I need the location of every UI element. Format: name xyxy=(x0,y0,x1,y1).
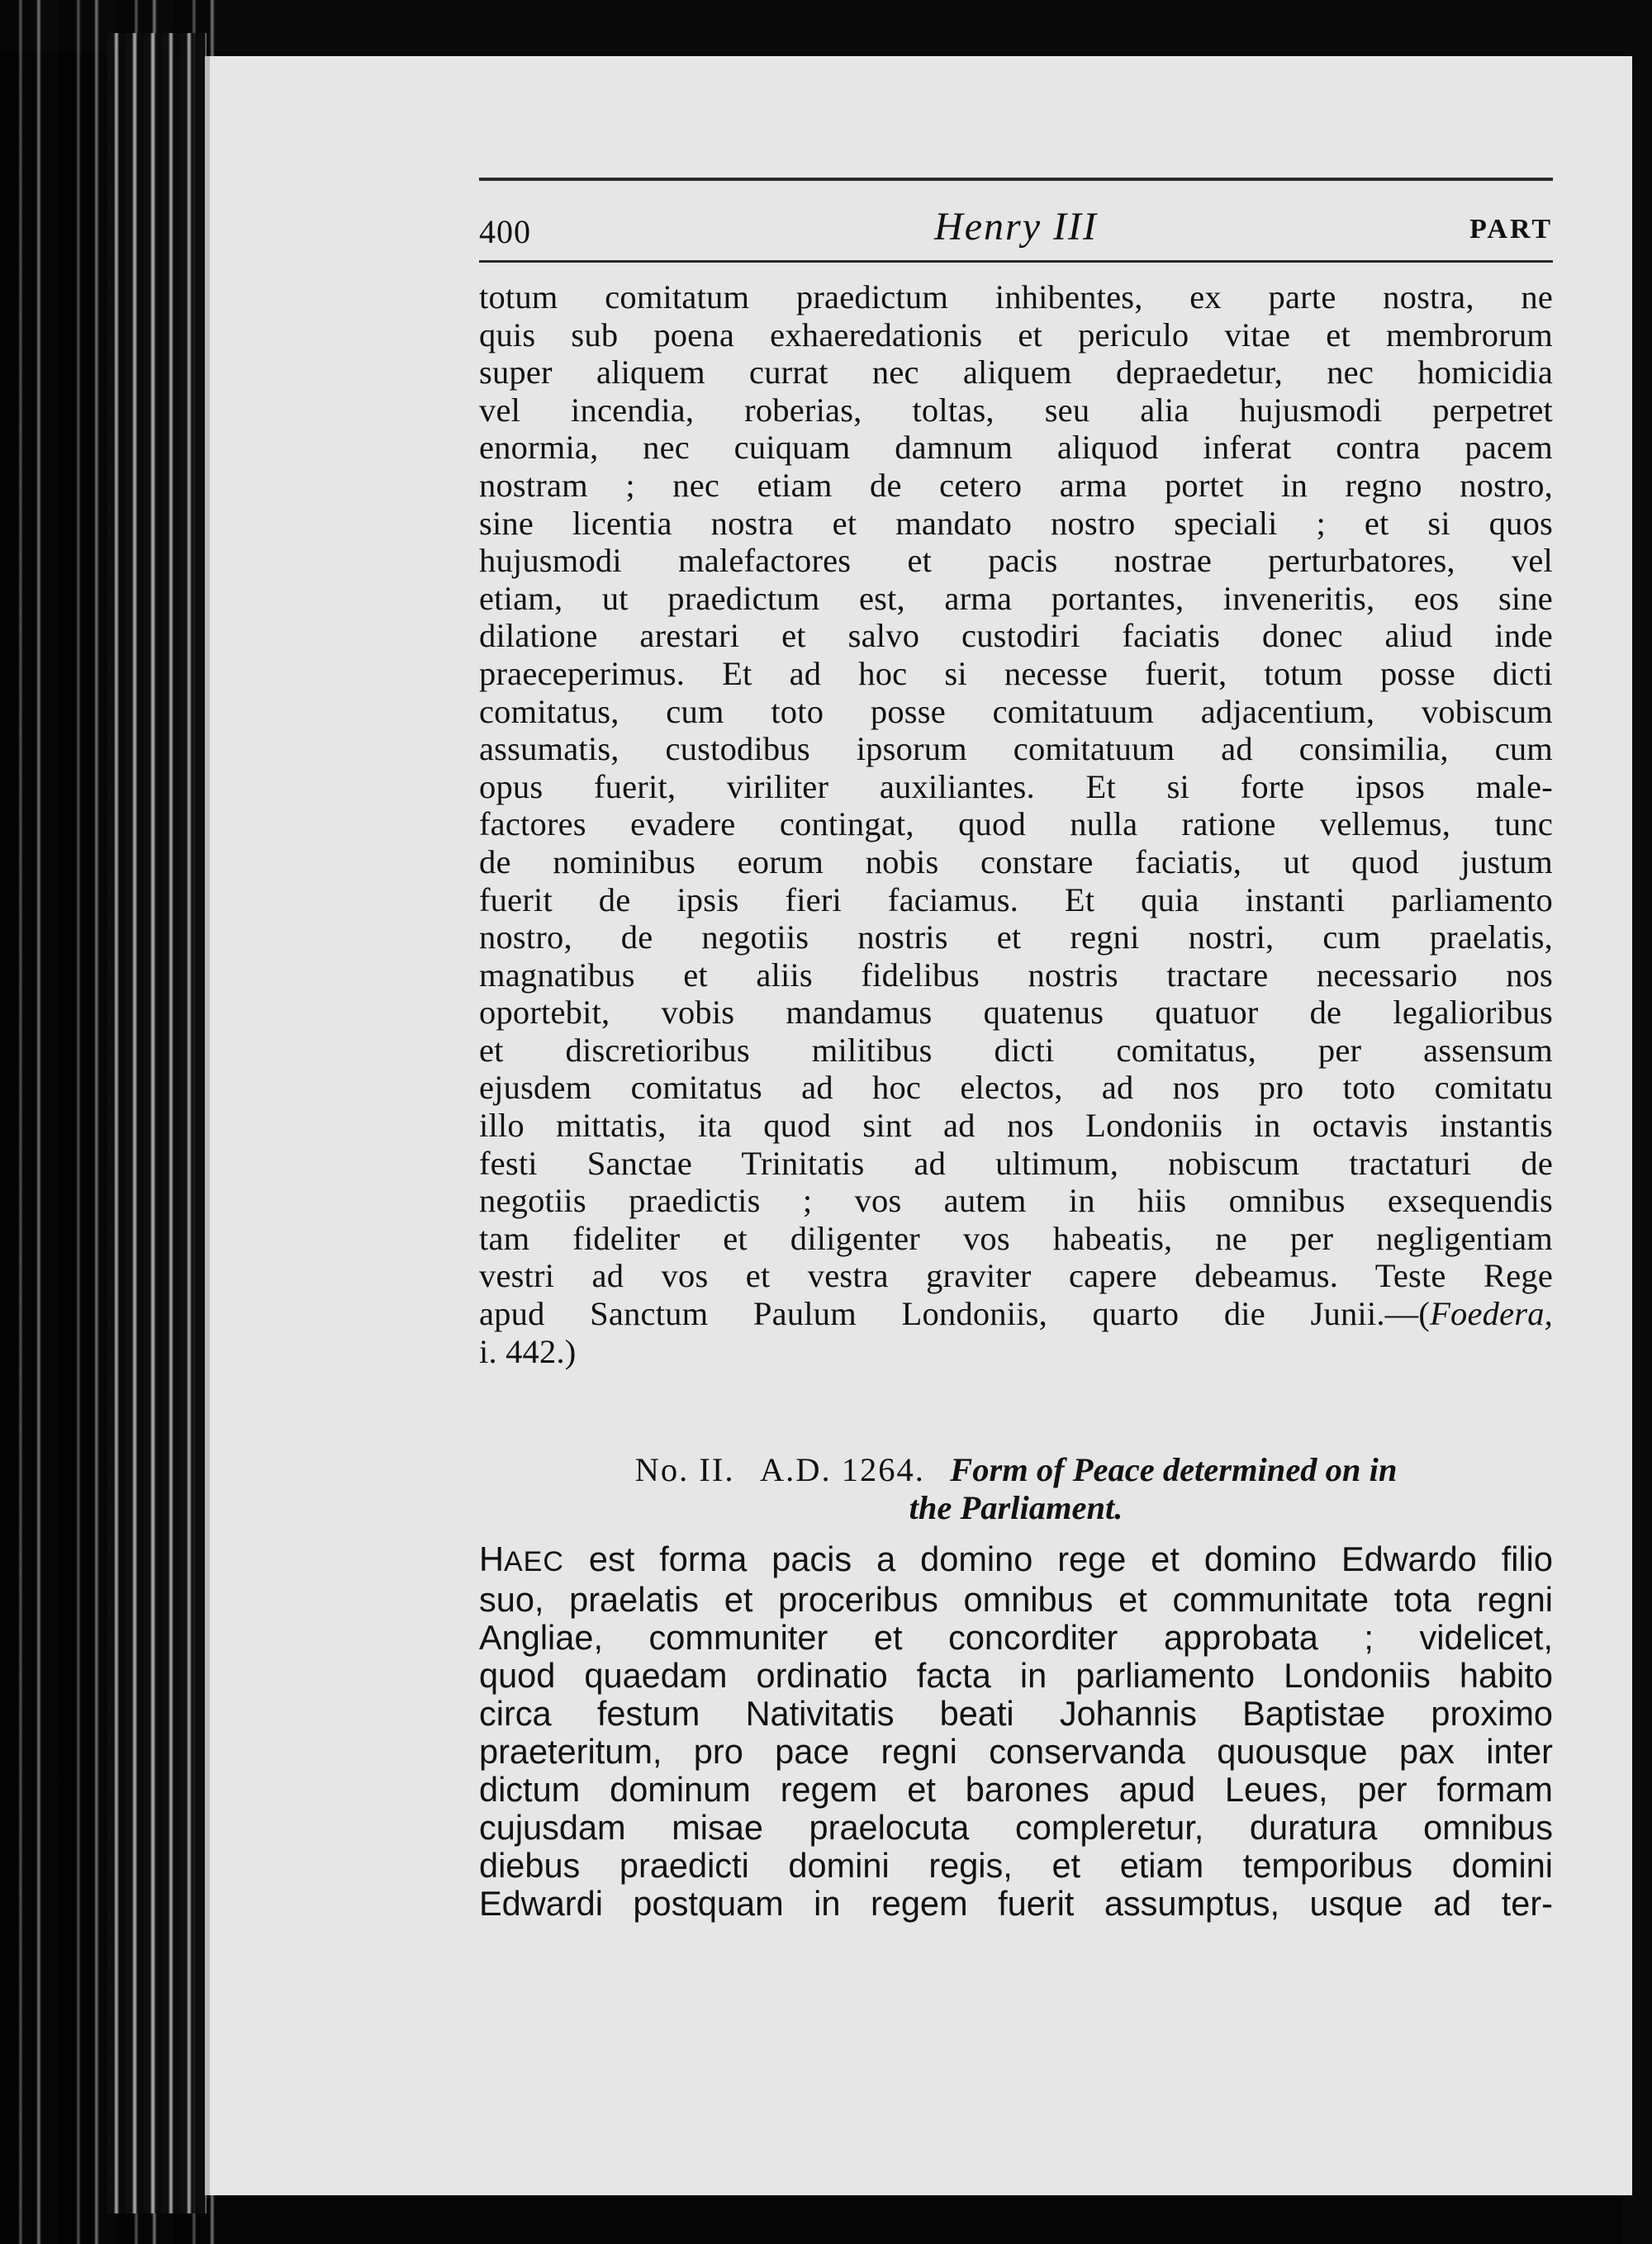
initial-letter: H xyxy=(479,1539,504,1578)
book-edge-pages xyxy=(107,33,206,2213)
text-line: ejusdem comitatus ad hoc electos, ad nos pro toto comitatu xyxy=(479,1069,1553,1107)
text-line xyxy=(479,1540,1553,1581)
citation-continuation: i. 442.) xyxy=(479,1332,577,1370)
text-line: negotiis praedictis ; vos autem in hiis omnibus exsequendis xyxy=(479,1182,1553,1220)
text-line: assumatis, custodibus ipsorum comitatuum ad consimilia, cum xyxy=(479,730,1553,768)
text-line: oportebit, vobis mandamus quatenus quatuor de legalioribus xyxy=(479,994,1553,1032)
text-line: comitatus, cum toto posse comitatuum adjacentium, vobiscum xyxy=(479,692,1553,730)
document-heading xyxy=(479,1451,1553,1527)
document-title-line-1: Form of Peace determined on in xyxy=(950,1451,1398,1488)
paragraph-1 xyxy=(479,278,1553,1370)
text-line: circa festum Nativitatis beati Johannis Baptistae proximo xyxy=(479,1694,1553,1733)
text-line: sine licentia nostra et mandato nostro speciali ; et si quos xyxy=(479,504,1553,542)
text-line: tam fideliter et diligenter vos habeatis, ne per negligentiam xyxy=(479,1219,1553,1257)
text-line: super aliquem currat nec aliquem depraedetur, nec homicidia xyxy=(479,353,1553,391)
document-number: No. II. xyxy=(634,1451,735,1488)
text-line: suo, praelatis et proceribus omnibus et communitate tota regni xyxy=(479,1580,1553,1619)
text-line: de nominibus eorum nobis constare faciatis, ut quod justum xyxy=(479,842,1553,880)
initial-smallcaps: AEC xyxy=(503,1546,564,1577)
text-line: dilatione arestari et salvo custodiri faciatis donec aliud inde xyxy=(479,617,1553,655)
text-line: opus fuerit, viriliter auxiliantes. Et si forte ipsos male- xyxy=(479,767,1553,805)
text-line-with-citation xyxy=(479,1295,1553,1333)
heading-line-2 xyxy=(479,1489,1553,1527)
document-title-line-2: the Parliament. xyxy=(909,1489,1123,1526)
top-rule xyxy=(479,178,1553,181)
scan-frame-top xyxy=(0,0,1652,51)
text-line: et discretioribus militibus dicti comitatus, per assensum xyxy=(479,1031,1553,1069)
text-line: festi Sanctae Trinitatis ad ultimum, nobiscum tractaturi de xyxy=(479,1144,1553,1182)
running-title: Henry III xyxy=(934,205,1098,249)
text-line: praeteritum, pro pace regni conservanda quousque pax inter xyxy=(479,1732,1553,1771)
text-line: quod quaedam ordinatio facta in parliamento Londoniis habito xyxy=(479,1656,1553,1695)
text-line: praeceperimus. Et ad hoc si necesse fuerit, totum posse dicti xyxy=(479,654,1553,692)
paragraph-2 xyxy=(479,1540,1553,1923)
text-line: totum comitatum praedictum inhibentes, ex parte nostra, ne xyxy=(479,278,1553,315)
text-line: Angliae, communiter et concorditer approbata ; videlicet, xyxy=(479,1618,1553,1657)
part-label: PART xyxy=(1469,214,1553,244)
first-line-rest: est forma pacis a domino rege et domino Edwardo filio xyxy=(563,1539,1553,1578)
header-rule xyxy=(479,260,1553,263)
text-line: vestri ad vos et vestra graviter capere debeamus. Teste Rege xyxy=(479,1257,1553,1295)
document-date: A.D. 1264. xyxy=(759,1451,925,1488)
text-line: nostram ; nec etiam de cetero arma portet in regno nostro, xyxy=(479,466,1553,504)
text-line: fuerit de ipsis fieri faciamus. Et quia instanti parliamento xyxy=(479,880,1553,918)
text-line-body: apud Sanctum Paulum Londoniis, quarto die Junii.—( xyxy=(479,1295,1431,1333)
text-line: hujusmodi malefactores et pacis nostrae perturbatores, vel xyxy=(479,542,1553,580)
text-line: etiam, ut praedictum est, arma portantes, inveneritis, eos sine xyxy=(479,579,1553,617)
text-line: magnatibus et aliis fidelibus nostris tractare necessario nos xyxy=(479,956,1553,994)
text-line: quis sub poena exhaeredationis et periculo vitae et membrorum xyxy=(479,315,1553,353)
text-line: cujusdam misae praelocuta compleretur, duratura omnibus xyxy=(479,1808,1553,1847)
text-line: nostro, de negotiis nostris et regni nostri, cum praelatis, xyxy=(479,918,1553,956)
heading-line-1 xyxy=(479,1451,1553,1489)
paragraph-1-text xyxy=(479,278,1553,1370)
text-line: Edwardi postquam in regem fuerit assumptus, usque ad ter- xyxy=(479,1884,1553,1923)
text-line: factores evadere contingat, quod nulla ratione vellemus, tunc xyxy=(479,805,1553,843)
text-line: illo mittatis, ita quod sint ad nos Londoniis in octavis instantis xyxy=(479,1107,1553,1145)
page-number: 400 xyxy=(479,213,531,250)
text-line: enormia, nec cuiquam damnum aliquod inferat contra pacem xyxy=(479,429,1553,467)
text-line: dictum dominum regem et barones apud Leues, per formam xyxy=(479,1770,1553,1809)
running-head xyxy=(479,201,1553,250)
citation-source: Foedera, xyxy=(1430,1295,1553,1333)
text-line: vel incendia, roberias, toltas, seu alia hujusmodi perpetret xyxy=(479,391,1553,429)
text-line: diebus praedicti domini regis, et etiam temporibus domini xyxy=(479,1846,1553,1885)
